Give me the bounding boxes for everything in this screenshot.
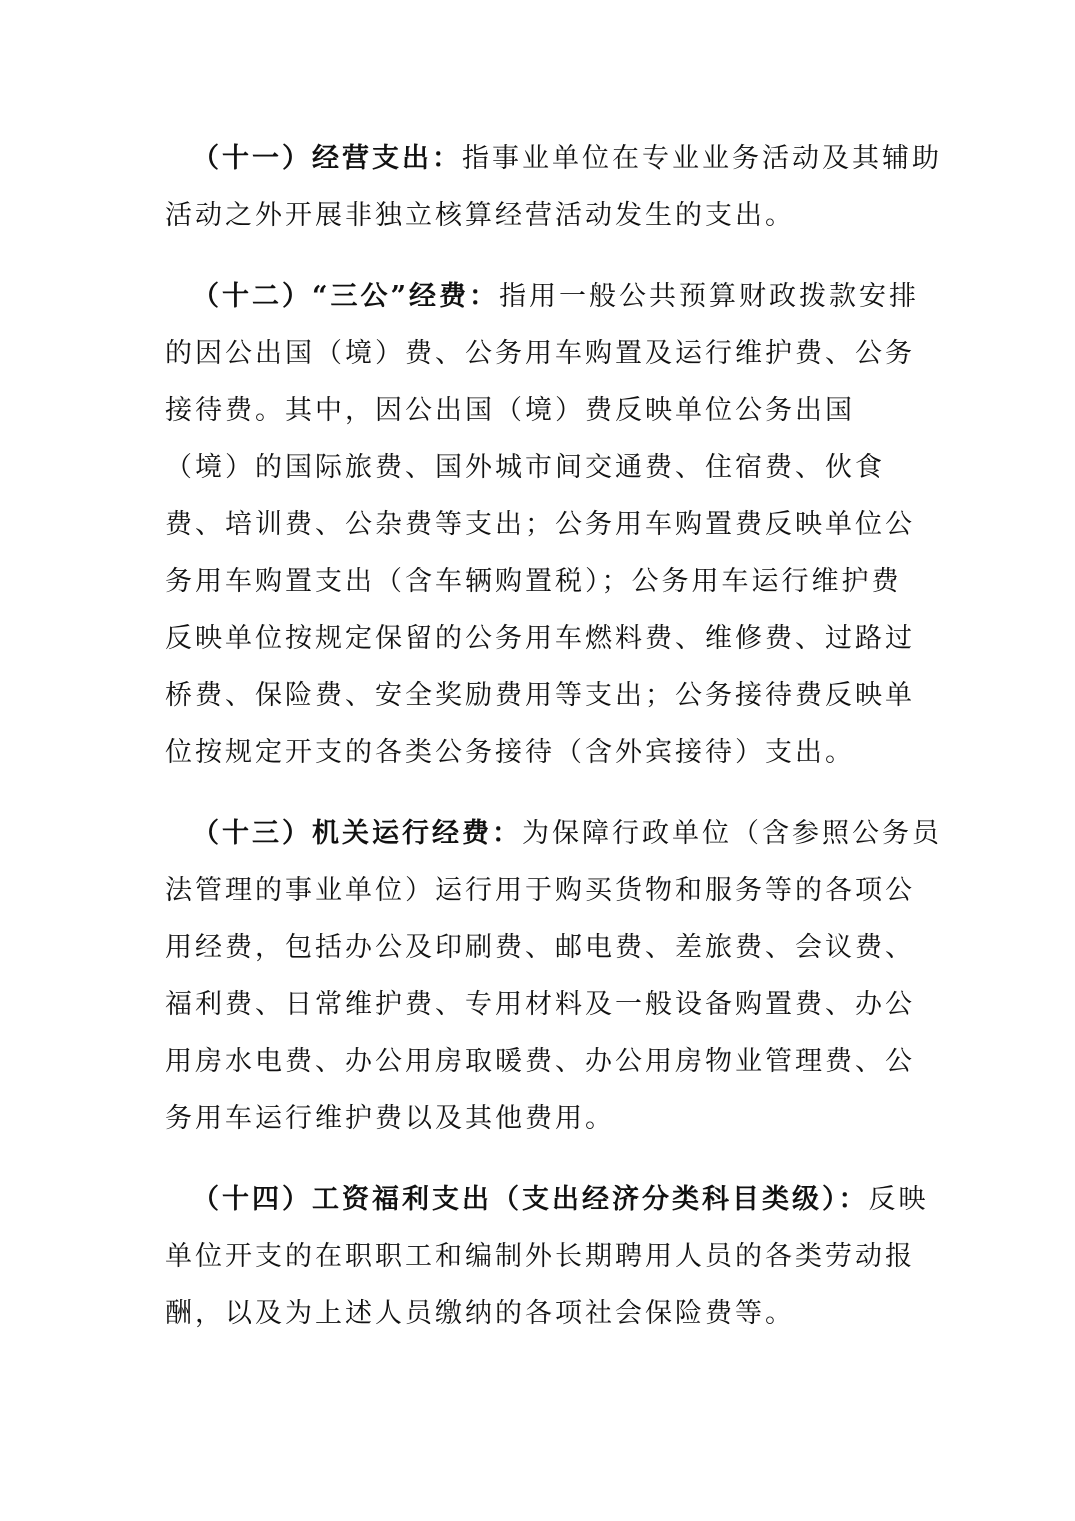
paragraph-line: 费、培训费、公杂费等支出；公务用车购置费反映单位公 bbox=[165, 509, 915, 540]
paragraph-line bbox=[165, 130, 942, 187]
definition-text: 指用一般公共预算财政拨款安排 bbox=[499, 281, 920, 312]
paragraph-line bbox=[165, 805, 942, 862]
paragraph-line: 务用车购置支出（含车辆购置税）；公务用车运行维护费 bbox=[165, 566, 902, 597]
paragraph-line bbox=[165, 1171, 929, 1228]
term-heading: （十三）机关运行经费： bbox=[192, 818, 522, 849]
paragraph-line: 法管理的事业单位）运行用于购买货物和服务等的各项公 bbox=[165, 875, 915, 906]
definition-text: 为保障行政单位（含参照公务员 bbox=[522, 818, 942, 849]
term-heading: （十二）“三公”经费： bbox=[192, 281, 500, 312]
paragraph-line: 的因公出国（境）费、公务用车购置及运行维护费、公务 bbox=[165, 338, 915, 369]
paragraph-line: 接待费。其中，因公出国（境）费反映单位公务出国 bbox=[165, 395, 855, 426]
paragraph-line: 务用车运行维护费以及其他费用。 bbox=[165, 1103, 615, 1134]
definition-item-11 bbox=[165, 130, 942, 244]
document-body bbox=[165, 130, 942, 1366]
paragraph-line: 反映单位按规定保留的公务用车燃料费、维修费、过路过 bbox=[165, 623, 915, 654]
paragraph-line: （境）的国际旅费、国外城市间交通费、住宿费、伙食 bbox=[165, 452, 885, 483]
term-heading: （十四）工资福利支出（支出经济分类科目类级）： bbox=[192, 1184, 869, 1215]
paragraph-line: 活动之外开展非独立核算经营活动发生的支出。 bbox=[165, 200, 795, 231]
term-heading: （十一）经营支出： bbox=[192, 143, 462, 174]
definition-item-13 bbox=[165, 805, 942, 1147]
paragraph-line: 桥费、保险费、安全奖励费用等支出；公务接待费反映单 bbox=[165, 680, 915, 711]
definition-item-12 bbox=[165, 268, 920, 781]
paragraph-line: 用经费，包括办公及印刷费、邮电费、差旅费、会议费、 bbox=[165, 932, 915, 963]
paragraph-line bbox=[165, 268, 920, 325]
paragraph-line: 用房水电费、办公用房取暖费、办公用房物业管理费、公 bbox=[165, 1046, 915, 1077]
paragraph-line: 位按规定开支的各类公务接待（含外宾接待）支出。 bbox=[165, 737, 855, 768]
paragraph-line: 福利费、日常维护费、专用材料及一般设备购置费、办公 bbox=[165, 989, 915, 1020]
definition-item-14 bbox=[165, 1171, 929, 1342]
definition-text: 指事业单位在专业业务活动及其辅助 bbox=[462, 143, 942, 174]
definition-text: 反映 bbox=[868, 1184, 929, 1215]
paragraph-line: 酬，以及为上述人员缴纳的各项社会保险费等。 bbox=[165, 1298, 795, 1329]
paragraph-line: 单位开支的在职职工和编制外长期聘用人员的各类劳动报 bbox=[165, 1241, 915, 1272]
